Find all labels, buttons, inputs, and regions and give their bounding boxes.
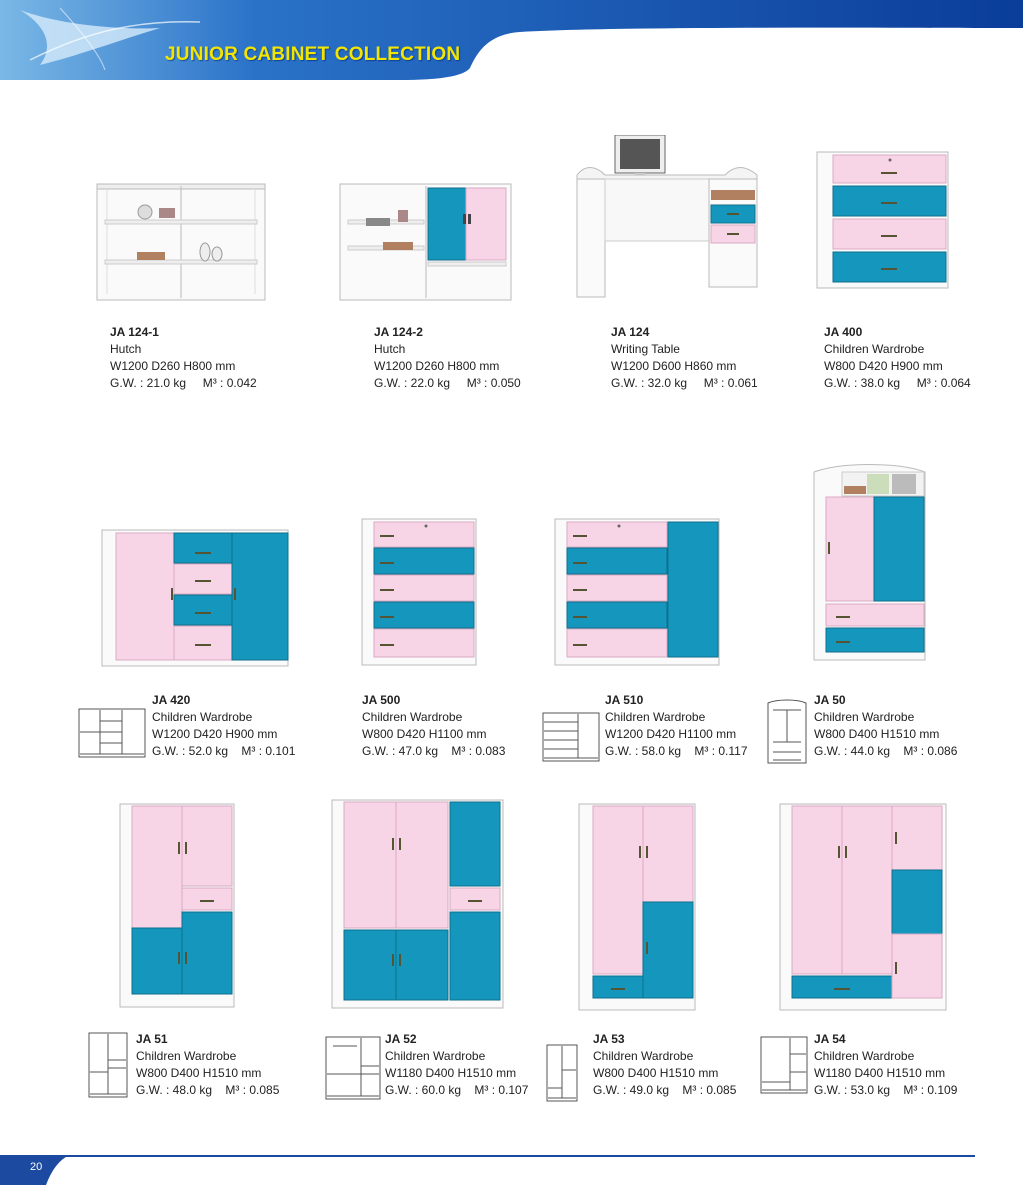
product-dimensions: W800 D420 H900 mm (824, 359, 943, 373)
product-code: JA 52 (385, 1032, 417, 1046)
product-image-ja124 (575, 135, 760, 300)
product-outline-ja52 (325, 1036, 381, 1100)
header-banner (0, 0, 1023, 80)
product-code: JA 510 (605, 693, 644, 707)
product-code: JA 124-1 (110, 325, 159, 339)
product-image-ja420 (100, 528, 290, 668)
product-image-ja51 (118, 802, 236, 1009)
page-number: 20 (30, 1161, 43, 1173)
product-dimensions: W1200 D600 H860 mm (611, 359, 737, 373)
product-image-ja124-1 (95, 182, 267, 302)
product-dimensions: W1200 D260 H800 mm (374, 359, 500, 373)
product-name: Children Wardrobe (814, 710, 915, 724)
product-gross-weight: G.W. : 53.0 kg (814, 1083, 891, 1097)
product-dimensions: W1200 D260 H800 mm (110, 359, 236, 373)
product-name: Children Wardrobe (814, 1049, 915, 1063)
product-volume: M³ : 0.083 (451, 744, 506, 758)
product-image-ja510 (553, 517, 721, 667)
product-volume: M³ : 0.042 (202, 376, 257, 390)
product-volume: M³ : 0.117 (694, 744, 748, 758)
product-outline-ja53 (546, 1044, 578, 1102)
product-image-ja52 (330, 798, 505, 1010)
product-code: JA 124 (611, 325, 650, 339)
product-spec-ja51 (136, 1031, 279, 1099)
product-dimensions: W1200 D420 H900 mm (152, 727, 278, 741)
product-volume: M³ : 0.064 (916, 376, 971, 390)
product-outline-ja50 (767, 698, 807, 764)
product-code: JA 53 (593, 1032, 625, 1046)
product-name: Children Wardrobe (824, 342, 925, 356)
product-gross-weight: G.W. : 52.0 kg (152, 744, 229, 758)
product-spec-ja124-1 (110, 324, 257, 392)
product-gross-weight: G.W. : 47.0 kg (362, 744, 439, 758)
product-name: Children Wardrobe (136, 1049, 237, 1063)
product-name: Children Wardrobe (362, 710, 463, 724)
product-image-ja124-2 (338, 182, 513, 302)
product-dimensions: W800 D400 H1510 mm (814, 727, 940, 741)
product-gross-weight: G.W. : 32.0 kg (611, 376, 688, 390)
product-code: JA 500 (362, 693, 401, 707)
product-name: Children Wardrobe (605, 710, 706, 724)
product-code: JA 51 (136, 1032, 168, 1046)
product-spec-ja124-2 (374, 324, 521, 392)
product-spec-ja54 (814, 1031, 957, 1099)
product-volume: M³ : 0.085 (225, 1083, 280, 1097)
product-dimensions: W1180 D400 H1510 mm (385, 1066, 517, 1080)
product-outline-ja51 (88, 1032, 128, 1098)
product-name: Children Wardrobe (385, 1049, 486, 1063)
product-gross-weight: G.W. : 48.0 kg (136, 1083, 213, 1097)
product-name: Hutch (374, 342, 406, 356)
product-code: JA 54 (814, 1032, 846, 1046)
product-spec-ja420 (152, 692, 295, 760)
product-dimensions: W800 D400 H1510 mm (593, 1066, 719, 1080)
product-gross-weight: G.W. : 44.0 kg (814, 744, 891, 758)
product-name: Children Wardrobe (152, 710, 253, 724)
product-image-ja53 (577, 802, 697, 1012)
product-volume: M³ : 0.050 (466, 376, 521, 390)
product-volume: M³ : 0.085 (682, 1083, 737, 1097)
product-volume: M³ : 0.109 (903, 1083, 958, 1097)
product-code: JA 400 (824, 325, 863, 339)
product-gross-weight: G.W. : 38.0 kg (824, 376, 901, 390)
product-spec-ja510 (605, 692, 748, 760)
product-code: JA 420 (152, 693, 191, 707)
product-volume: M³ : 0.101 (241, 744, 296, 758)
product-gross-weight: G.W. : 49.0 kg (593, 1083, 670, 1097)
product-image-ja500 (360, 517, 478, 667)
product-name: Children Wardrobe (593, 1049, 694, 1063)
product-code: JA 124-2 (374, 325, 423, 339)
product-dimensions: W1200 D420 H1100 mm (605, 727, 737, 741)
product-spec-ja50 (814, 692, 957, 760)
product-image-ja54 (778, 802, 948, 1012)
product-image-ja50 (812, 462, 927, 662)
product-spec-ja52 (385, 1031, 528, 1099)
product-spec-ja500 (362, 692, 505, 760)
product-dimensions: W1180 D400 H1510 mm (814, 1066, 946, 1080)
product-name: Writing Table (611, 342, 680, 356)
product-volume: M³ : 0.086 (903, 744, 958, 758)
product-gross-weight: G.W. : 21.0 kg (110, 376, 187, 390)
product-name: Hutch (110, 342, 142, 356)
product-dimensions: W800 D400 H1510 mm (136, 1066, 262, 1080)
product-dimensions: W800 D420 H1100 mm (362, 727, 487, 741)
product-volume: M³ : 0.061 (703, 376, 758, 390)
product-spec-ja400 (824, 324, 971, 392)
product-gross-weight: G.W. : 22.0 kg (374, 376, 451, 390)
product-gross-weight: G.W. : 58.0 kg (605, 744, 682, 758)
product-outline-ja420 (78, 708, 146, 758)
product-spec-ja53 (593, 1031, 736, 1099)
product-outline-ja510 (542, 712, 600, 762)
product-image-ja400 (815, 150, 950, 290)
product-gross-weight: G.W. : 60.0 kg (385, 1083, 462, 1097)
product-code: JA 50 (814, 693, 846, 707)
product-outline-ja54 (760, 1036, 808, 1094)
product-spec-ja124 (611, 324, 758, 392)
footer-rule (40, 1155, 975, 1157)
page-title: JUNIOR CABINET COLLECTION (165, 44, 461, 65)
product-volume: M³ : 0.107 (474, 1083, 529, 1097)
